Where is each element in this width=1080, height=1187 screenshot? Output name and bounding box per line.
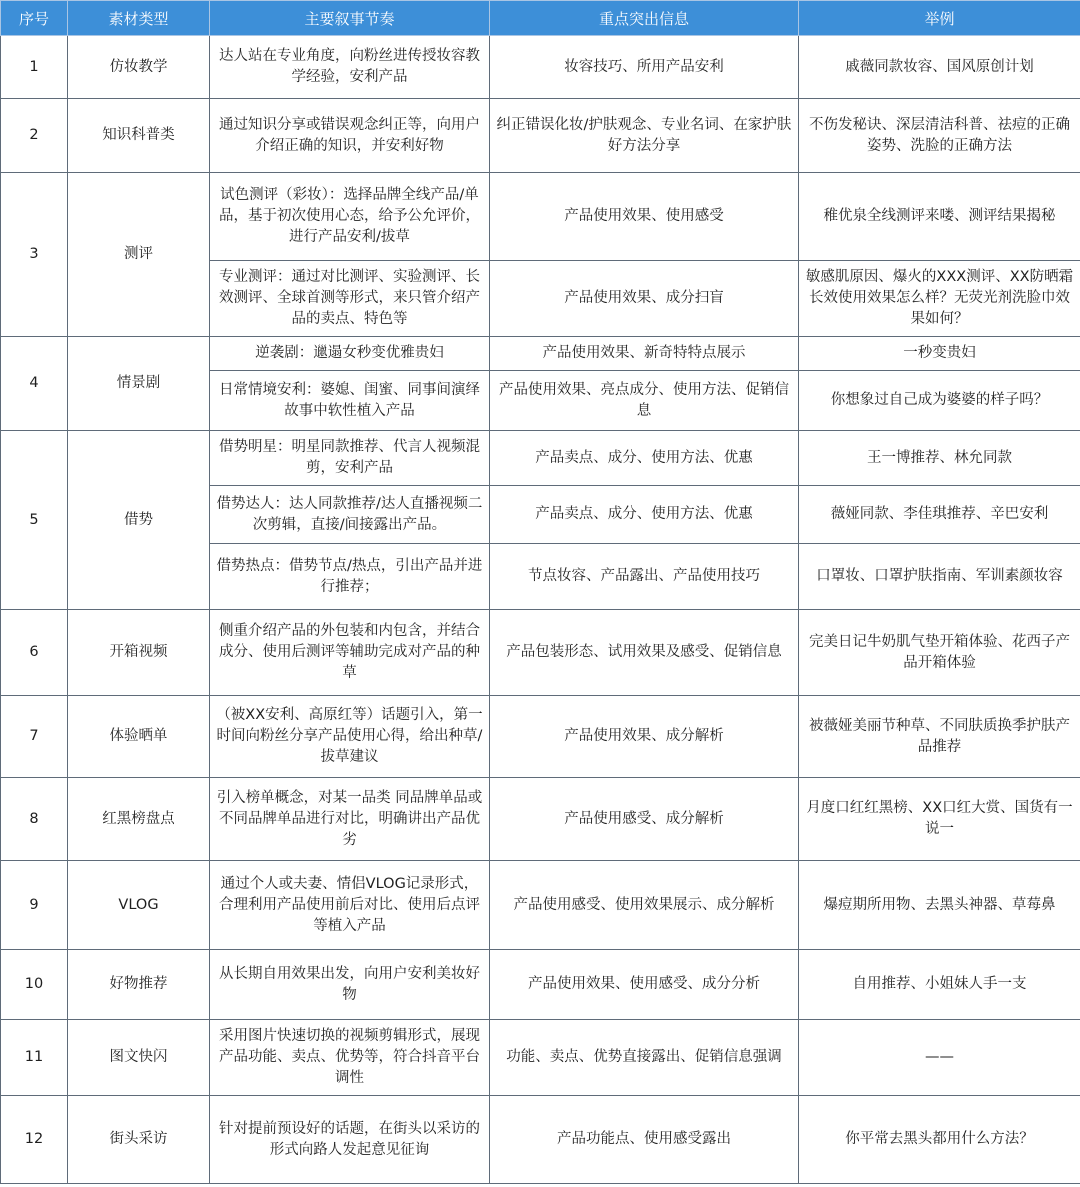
example-cell: 被薇娅美丽节种草、不同肤质换季护肤产品推荐 bbox=[799, 696, 1080, 778]
table-row bbox=[1, 861, 1080, 950]
focus-cell: 产品卖点、成分、使用方法、优惠 bbox=[490, 486, 799, 544]
focus-cell: 产品包装形态、试用效果及感受、促销信息 bbox=[490, 610, 799, 696]
row-number: 6 bbox=[1, 610, 68, 696]
table-row bbox=[1, 99, 1080, 173]
table-header-row bbox=[1, 1, 1080, 36]
focus-cell: 产品使用效果、成分解析 bbox=[490, 696, 799, 778]
narrative-cell: 借势明星：明星同款推荐、代言人视频混剪，安利产品 bbox=[210, 431, 490, 486]
table-row bbox=[1, 36, 1080, 99]
header-focus: 重点突出信息 bbox=[490, 1, 799, 36]
focus-cell: 妆容技巧、所用产品安利 bbox=[490, 36, 799, 99]
row-number: 8 bbox=[1, 778, 68, 861]
table-row bbox=[1, 1020, 1080, 1096]
example-cell: 一秒变贵妇 bbox=[799, 337, 1080, 371]
focus-cell: 产品使用效果、成分扫盲 bbox=[490, 261, 799, 337]
focus-cell: 产品使用效果、使用感受 bbox=[490, 173, 799, 261]
example-cell: 你平常去黑头都用什么方法？ bbox=[799, 1096, 1080, 1184]
table-row bbox=[1, 431, 1080, 486]
example-cell: 爆痘期所用物、去黑头神器、草莓鼻 bbox=[799, 861, 1080, 950]
material-type: 体验晒单 bbox=[68, 696, 210, 778]
focus-cell: 纠正错误化妆/护肤观念、专业名词、在家护肤好方法分享 bbox=[490, 99, 799, 173]
table-row bbox=[1, 337, 1080, 371]
focus-cell: 功能、卖点、优势直接露出、促销信息强调 bbox=[490, 1020, 799, 1096]
table-row bbox=[1, 950, 1080, 1020]
table-row bbox=[1, 173, 1080, 261]
focus-cell: 产品使用效果、亮点成分、使用方法、促销信息 bbox=[490, 371, 799, 431]
row-number: 11 bbox=[1, 1020, 68, 1096]
example-cell: 不伤发秘诀、深层清洁科普、祛痘的正确姿势、洗脸的正确方法 bbox=[799, 99, 1080, 173]
row-number: 9 bbox=[1, 861, 68, 950]
row-number: 12 bbox=[1, 1096, 68, 1184]
focus-cell: 产品使用效果、使用感受、成分分析 bbox=[490, 950, 799, 1020]
narrative-cell: 采用图片快速切换的视频剪辑形式，展现产品功能、卖点、优势等，符合抖音平台调性 bbox=[210, 1020, 490, 1096]
focus-cell: 产品功能点、使用感受露出 bbox=[490, 1096, 799, 1184]
example-cell: 戚薇同款妆容、国风原创计划 bbox=[799, 36, 1080, 99]
material-type: 情景剧 bbox=[68, 337, 210, 431]
focus-cell: 产品卖点、成分、使用方法、优惠 bbox=[490, 431, 799, 486]
row-number: 7 bbox=[1, 696, 68, 778]
narrative-cell: （被XX安利、高原红等）话题引入，第一时间向粉丝分享产品使用心得，给出种草/拔草建议 bbox=[210, 696, 490, 778]
example-cell: 敏感肌原因、爆火的XXX测评、XX防晒霜长效使用效果怎么样？无荧光剂洗脸巾效果如何？ bbox=[799, 261, 1080, 337]
narrative-cell: 逆袭剧：邋遢女秒变优雅贵妇 bbox=[210, 337, 490, 371]
example-cell: 薇娅同款、李佳琪推荐、辛巴安利 bbox=[799, 486, 1080, 544]
row-number: 5 bbox=[1, 431, 68, 610]
narrative-cell: 从长期自用效果出发，向用户安利美妆好物 bbox=[210, 950, 490, 1020]
narrative-cell: 专业测评：通过对比测评、实验测评、长效测评、全球首测等形式，来只管介绍产品的卖点、特色等 bbox=[210, 261, 490, 337]
narrative-cell: 通过知识分享或错误观念纠正等，向用户介绍正确的知识，并安利好物 bbox=[210, 99, 490, 173]
row-number: 4 bbox=[1, 337, 68, 431]
header-no: 序号 bbox=[1, 1, 68, 36]
header-narrative: 主要叙事节奏 bbox=[210, 1, 490, 36]
example-cell: 王一博推荐、林允同款 bbox=[799, 431, 1080, 486]
row-number: 1 bbox=[1, 36, 68, 99]
material-type: 仿妆教学 bbox=[68, 36, 210, 99]
narrative-cell: 达人站在专业角度，向粉丝进传授妆容教学经验，安利产品 bbox=[210, 36, 490, 99]
material-type: 开箱视频 bbox=[68, 610, 210, 696]
material-type: 借势 bbox=[68, 431, 210, 610]
narrative-cell: 借势达人：达人同款推荐/达人直播视频二次剪辑，直接/间接露出产品。 bbox=[210, 486, 490, 544]
narrative-cell: 日常情境安利：婆媳、闺蜜、同事间演绎故事中软性植入产品 bbox=[210, 371, 490, 431]
table-row bbox=[1, 778, 1080, 861]
material-type: VLOG bbox=[68, 861, 210, 950]
material-type: 好物推荐 bbox=[68, 950, 210, 1020]
narrative-cell: 针对提前预设好的话题，在街头以采访的形式向路人发起意见征询 bbox=[210, 1096, 490, 1184]
focus-cell: 产品使用感受、成分解析 bbox=[490, 778, 799, 861]
narrative-cell: 侧重介绍产品的外包装和内包含，并结合成分、使用后测评等辅助完成对产品的种草 bbox=[210, 610, 490, 696]
material-type: 街头采访 bbox=[68, 1096, 210, 1184]
header-type: 素材类型 bbox=[68, 1, 210, 36]
example-cell: 月度口红红黑榜、XX口红大赏、国货有一说一 bbox=[799, 778, 1080, 861]
material-type: 测评 bbox=[68, 173, 210, 337]
focus-cell: 节点妆容、产品露出、产品使用技巧 bbox=[490, 544, 799, 610]
row-number: 10 bbox=[1, 950, 68, 1020]
example-cell: 你想象过自己成为婆婆的样子吗？ bbox=[799, 371, 1080, 431]
example-cell: 口罩妆、口罩护肤指南、军训素颜妆容 bbox=[799, 544, 1080, 610]
focus-cell: 产品使用效果、新奇特特点展示 bbox=[490, 337, 799, 371]
row-number: 3 bbox=[1, 173, 68, 337]
header-example: 举例 bbox=[799, 1, 1080, 36]
example-cell: 完美日记牛奶肌气垫开箱体验、花西子产品开箱体验 bbox=[799, 610, 1080, 696]
narrative-cell: 借势热点：借势节点/热点，引出产品并进行推荐； bbox=[210, 544, 490, 610]
row-number: 2 bbox=[1, 99, 68, 173]
material-type: 知识科普类 bbox=[68, 99, 210, 173]
example-cell: 稚优泉全线测评来喽、测评结果揭秘 bbox=[799, 173, 1080, 261]
focus-cell: 产品使用感受、使用效果展示、成分解析 bbox=[490, 861, 799, 950]
material-type: 红黑榜盘点 bbox=[68, 778, 210, 861]
narrative-cell: 试色测评（彩妆）：选择品牌全线产品/单品，基于初次使用心态，给予公允评价，进行产品安利/拔草 bbox=[210, 173, 490, 261]
narrative-cell: 引入榜单概念，对某一品类 同品牌单品或不同品牌单品进行对比，明确讲出产品优劣 bbox=[210, 778, 490, 861]
example-cell: 自用推荐、小姐妹人手一支 bbox=[799, 950, 1080, 1020]
material-type: 图文快闪 bbox=[68, 1020, 210, 1096]
example-cell: —— bbox=[799, 1020, 1080, 1096]
narrative-cell: 通过个人或夫妻、情侣VLOG记录形式，合理利用产品使用前后对比、使用后点评等植入产品 bbox=[210, 861, 490, 950]
table-row bbox=[1, 1096, 1080, 1184]
table-row bbox=[1, 696, 1080, 778]
table-row bbox=[1, 610, 1080, 696]
